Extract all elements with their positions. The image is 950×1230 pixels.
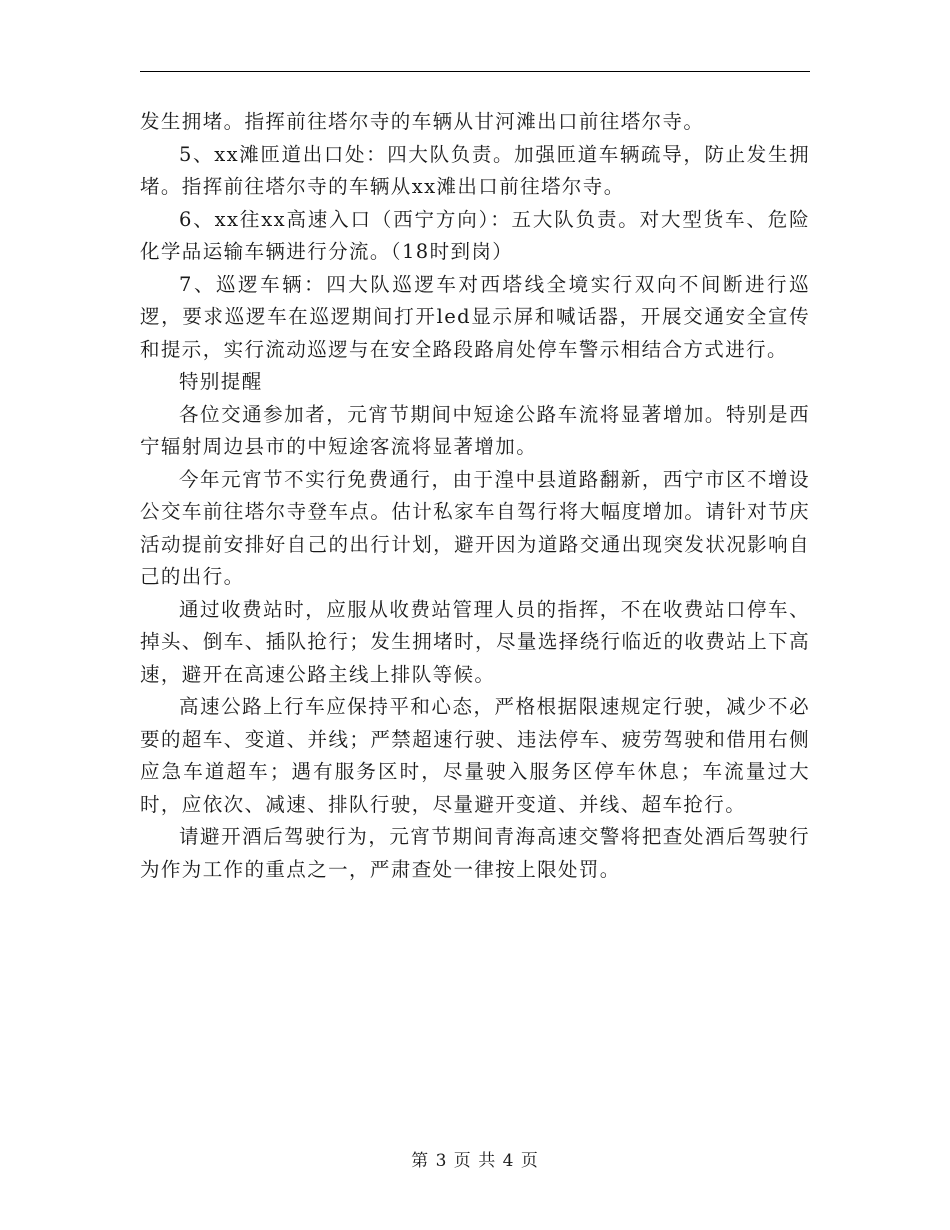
paragraph-no-free-passage: 今年元宵节不实行免费通行，由于湟中县道路翻新，西宁市区不增设公交车前往塔尔寺登车点。估计私家车自驾行将大幅度增加。请针对节庆活动提前安排好自己的出行计划，避开因为道路交通出现突发状况影响自己的出行。 bbox=[140, 467, 810, 588]
paragraph-item-6: 6、xx往xx高速入口（西宁方向）：五大队负责。对大型货车、危险化学品运输车辆进行分流。（18时到岗） bbox=[140, 207, 810, 263]
section-heading-special-reminder: 特别提醒 bbox=[179, 370, 263, 393]
document-body bbox=[140, 106, 810, 886]
header-rule bbox=[140, 71, 810, 72]
paragraph-toll-station: 通过收费站时，应服从收费站管理人员的指挥，不在收费站口停车、掉头、倒车、插队抢行；发生拥堵时，尽量选择绕行临近的收费站上下高速，避开在高速公路主线上排队等候。 bbox=[140, 597, 810, 686]
page-number: 第 3 页 共 4 页 bbox=[411, 1151, 539, 1171]
paragraph-drunk-driving: 请避开酒后驾驶行为，元宵节期间青海高速交警将把查处酒后驾驶行为作为工作的重点之一，严肃查处一律按上限处罚。 bbox=[140, 825, 810, 881]
paragraph-item-7: 7、巡逻车辆：四大队巡逻车对西塔线全境实行双向不间断进行巡逻，要求巡逻车在巡逻期间打开led显示屏和喊话器，开展交通安全宣传和提示，实行流动巡逻与在安全路段路肩处停车警示相结合方式进行。 bbox=[140, 272, 810, 361]
paragraph-item-5: 5、xx滩匝道出口处：四大队负责。加强匝道车辆疏导，防止发生拥堵。指挥前往塔尔寺的车辆从xx滩出口前往塔尔寺。 bbox=[140, 142, 810, 198]
paragraph-traffic-increase: 各位交通参加者，元宵节期间中短途公路车流将显著增加。特别是西宁辐射周边县市的中短途客流将显著增加。 bbox=[140, 402, 810, 458]
paragraph-continuation: 发生拥堵。指挥前往塔尔寺的车辆从甘河滩出口前往塔尔寺。 bbox=[140, 110, 705, 133]
paragraph-highway-driving: 高速公路上行车应保持平和心态，严格根据限速规定行驶，减少不必要的超车、变道、并线；严禁超速行驶、违法停车、疲劳驾驶和借用右侧应急车道超车；遇有服务区时，尽量驶入服务区停车休息；车流量过大时，应依次、减速、排队行驶，尽量避开变道、并线、超车抢行。 bbox=[140, 695, 810, 816]
